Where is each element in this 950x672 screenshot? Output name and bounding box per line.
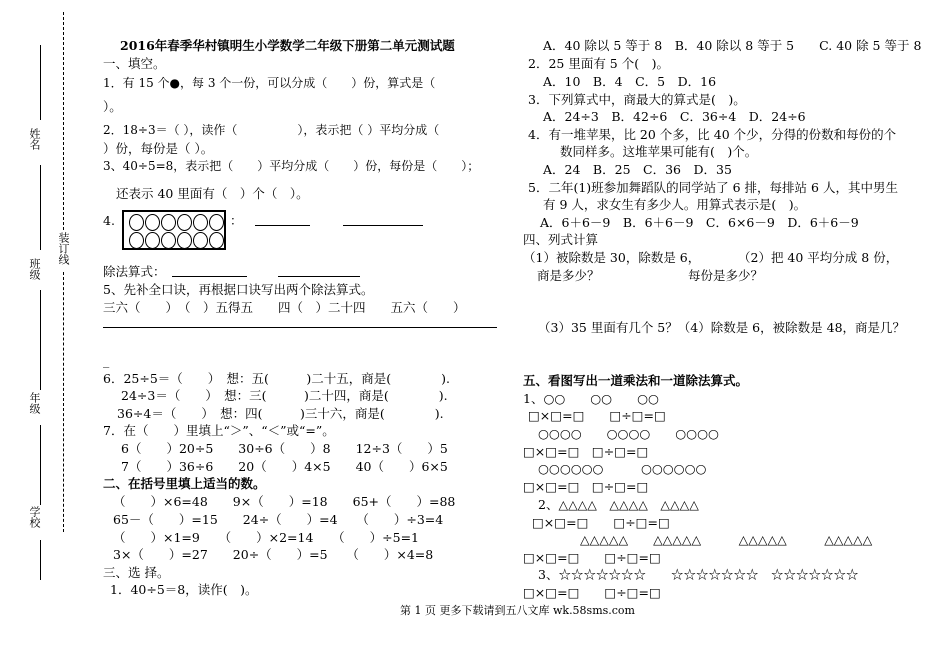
picture-3-stars: 3、☆☆☆☆☆☆☆ ☆☆☆☆☆☆☆ ☆☆☆☆☆☆☆ [538,567,859,582]
section-2-row-2: 65－（ ）=15 24÷（ ）=4 （ ）÷3=4 [113,512,444,527]
section-5-heading: 五、看图写出一道乘法和一道除法算式。 [523,373,749,388]
section-4-question-1-line-2: 商是多少？ [537,268,600,283]
circle-shape [193,214,208,231]
picture-1b-circles: ○○○○ ○○○○ ○○○○ [538,426,719,441]
section-3-question-5-line-2: 有 9 人，求女生有多少人。用算式表示是( )。 [543,197,807,212]
margin-line-2 [40,165,41,250]
binding-dashed-line-top [63,12,64,230]
question-1-line-2: ）。 [103,99,122,114]
question-6-row-3: 36÷4＝（ ） 想：四( )三十六，商是( ). [117,406,444,421]
margin-class-label: 班级 [28,258,41,280]
circles-picture [122,210,226,250]
question-6-row-2: 24÷3＝（ ） 想：三( )二十四，商是( ). [121,388,448,403]
circle-shape [177,232,192,249]
question-7-row-1: 6（ ）20÷5 30÷6（ ）8 12÷3（ ）5 [121,441,448,456]
section-3-question-1: 1．40÷5＝8，读作( )。 [110,582,258,597]
circle-shape [193,232,208,249]
picture-1c-circles: ○○○○○○ ○○○○○○ [538,461,707,476]
question-2-line-2: ）份，每份是（ ）。 [103,141,214,156]
question-6-row-1: 6．25÷5＝（ ） 想：五( )二十五，商是( ). [103,371,451,386]
margin-line-4 [40,425,41,505]
margin-line-5 [40,540,41,580]
circle-shape [129,214,144,231]
picture-2b-equations: □×□=□ □÷□=□ [523,550,661,565]
section-3-question-4-line-1: 4．有一堆苹果，比 20 个多，比 40 个少，分得的份数和每份的个 [528,127,897,142]
question-3-options: A．24÷3 B．42÷6 C．36÷4 D．24÷6 [543,109,806,124]
section-4-question-2-line-1: （2）把 40 平均分成 8 份， [738,250,899,265]
question-5: 5、先补全口诀，再根据口诀写出两个除法算式。 [103,282,374,297]
question-7: 7．在（ ）里填上“＞”、“＜”或“=”。 [103,423,335,438]
question-3-line-2: 还表示 40 里面有（ ）个（ ）。 [116,186,309,201]
picture-3-equations: □×□=□ □÷□=□ [523,585,661,600]
circle-shape [145,214,160,231]
circle-shape [177,214,192,231]
section-3-question-2: 2．25 里面有 5 个( )。 [528,56,669,71]
question-5-tail: _ [103,353,110,368]
circle-shape [161,232,176,249]
question-2-options: A．10 B．4 C．5 D．16 [543,74,717,89]
question-4-colon: ： [230,213,243,228]
margin-grade-label: 年级 [28,392,41,414]
page-footer: 第 1 页 更多下载请到五八文库 wk.58sms.com [400,604,635,617]
margin-school-label: 学校 [28,506,41,528]
question-5-rhymes: 三六（ ） （ ）五得五 四（ ）二十四 五六（ ） [103,300,466,315]
circle-shape [129,232,144,249]
question-3-line-1: 3、40÷5=8，表示把（ ）平均分成（ ）份，每份是（ ）； [103,159,480,173]
margin-name-label: 姓名 [28,128,41,150]
question-1-line-1: 1．有 15 个●，每 3 个一份，可以分成（ ）份，算式是（ [103,76,436,90]
page-title: 2016年春季华村镇明生小学数学二年级下册第二单元测试题 [120,38,455,53]
circle-shape [145,232,160,249]
section-3-heading: 三、选 择。 [103,565,170,580]
section-4-questions-3-4: （3）35 里面有几个 5？（4）除数是 6，被除数是 48，商是几？ [538,320,906,335]
answer-blank [172,276,247,277]
section-2-heading: 二、在括号里填上适当的数。 [103,476,266,491]
picture-1-equations: □×□=□ □÷□=□ [528,408,666,423]
section-3-question-5-line-1: 5．二年(1)班参加舞蹈队的同学站了 6 排，每排站 6 人，其中男生 [528,180,898,195]
binding-dashed-line-bottom [63,272,64,532]
section-3-question-3: 3．下列算式中，商最大的算式是( )。 [528,92,746,107]
answer-blank [255,225,310,226]
picture-1b-equations: □×□=□ □÷□=□ [523,444,649,459]
binding-line-label: 装订线 [57,232,70,265]
picture-1c-equations: □×□=□ □÷□=□ [523,479,649,494]
section-4-heading: 四、列式计算 [523,232,599,247]
section-4-question-1-line-1: （1）被除数是 30，除数是 6， [523,250,701,265]
picture-2-triangles: 2、△△△△ △△△△ △△△△ [538,497,699,512]
section-4-question-2-line-2: 每份是多少？ [688,268,764,283]
circle-shape [209,214,224,231]
section-2-row-3: （ ）×1=9 （ ）×2=14 （ ）÷5=1 [113,530,420,545]
question-2-line-1: 2．18÷3＝（ ），读作（ ），表示把（ ）平均分成（ [103,123,440,137]
picture-2-equations: □×□=□ □÷□=□ [532,515,670,530]
question-1-options: A．40 除以 5 等于 8 B．40 除以 8 等于 5 C. 40 除 5 等于 8 [543,38,922,53]
picture-2b-triangles: △△△△△ △△△△△ △△△△△ △△△△△ [580,532,873,547]
section-2-row-4: 3×（ ）=27 20÷（ ）=5 （ ）×4=8 [113,547,434,562]
question-4-options: A．24 B．25 C．36 D．35 [543,162,732,177]
question-7-row-2: 7（ ）36÷6 20（ ）4×5 40（ ）6×5 [121,459,448,474]
margin-line-3 [40,290,41,390]
section-1-heading: 一、填空。 [103,56,166,71]
circle-shape [209,232,224,249]
section-3-question-4-line-2: 数同样多。这堆苹果可能有( )个。 [560,144,758,159]
division-equation-label: 除法算式： [103,264,166,279]
circle-shape [161,214,176,231]
section-2-row-1: （ ）×6=48 9×（ ）=18 65+（ ）=88 [113,494,456,509]
question-5-options: A．6＋6－9 B．6＋6－9 C．6×6－9 D．6＋6－9 [540,215,859,230]
picture-1-circles: 1、○○ ○○ ○○ [523,391,659,406]
answer-blank [343,225,423,226]
margin-line-top [40,45,41,120]
question-4-label: 4. [103,213,115,228]
answer-line [103,327,497,328]
answer-blank [278,276,360,277]
